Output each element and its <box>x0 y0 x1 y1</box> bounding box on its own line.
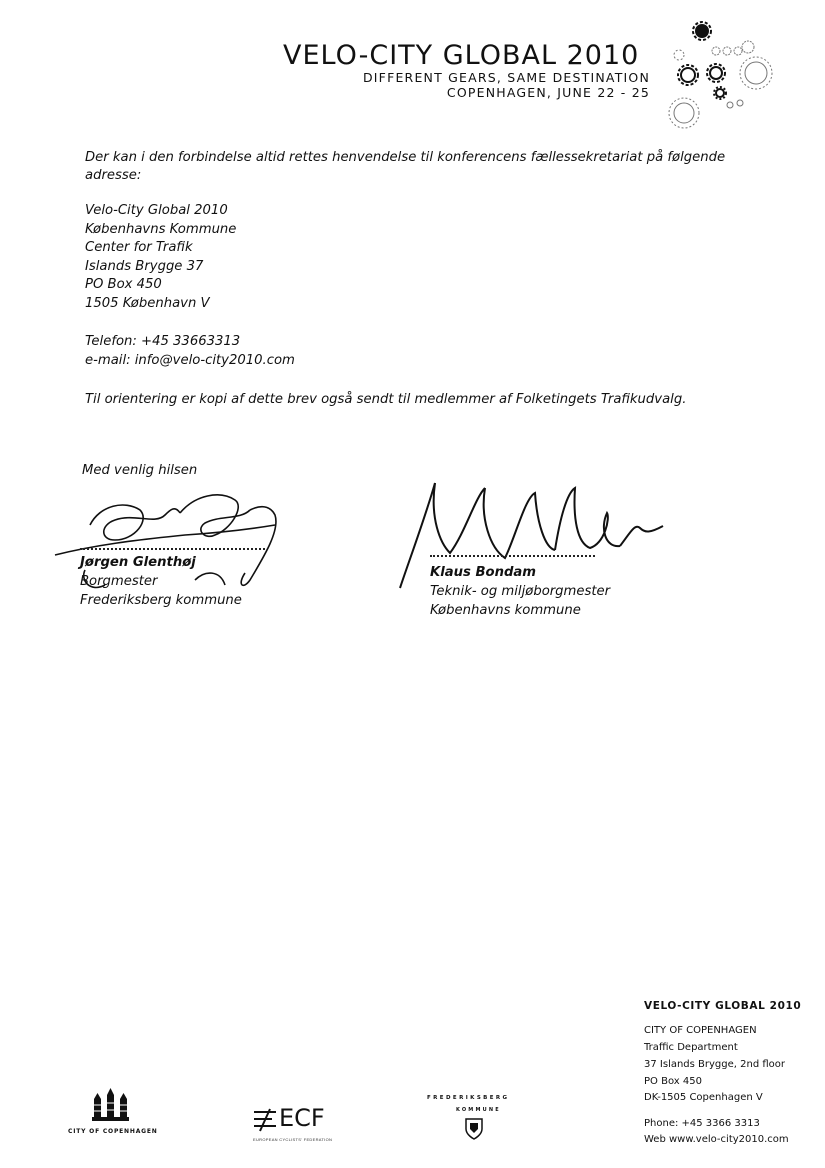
copy-note: Til orientering er kopi af dette brev også sendt til medlemmer af Folketingets Trafikudvalg. <box>85 392 687 407</box>
phone-line: Telefon: +45 33663313 <box>85 334 241 349</box>
address-line: 1505 København V <box>85 296 210 311</box>
copenhagen-logo-label: CITY OF COPENHAGEN <box>68 1128 158 1135</box>
address-line: PO Box 450 <box>85 277 162 292</box>
footer-address-line: 37 Islands Brygge, 2nd floor <box>644 1059 786 1070</box>
footer-address-line: CITY OF COPENHAGEN <box>644 1025 757 1036</box>
footer-heading: VELO-CITY GLOBAL 2010 <box>644 1000 802 1012</box>
ecf-logo-text: ECF <box>279 1104 325 1132</box>
signatory-title-right: Teknik- og miljøborgmester <box>430 584 611 599</box>
conference-title: VELO-CITY GLOBAL 2010 <box>283 40 640 71</box>
address-line: Center for Trafik <box>85 240 193 255</box>
signatory-org-left: Frederiksberg kommune <box>80 593 242 608</box>
footer-web: Web www.velo-city2010.com <box>644 1134 789 1145</box>
signatory-org-right: Københavns kommune <box>430 603 581 618</box>
copenhagen-crest-icon <box>88 1085 133 1127</box>
gear-cluster-icon <box>664 15 784 140</box>
ecf-logo-icon <box>250 1106 280 1136</box>
intro-line: Der kan i den forbindelse altid rettes henvendelse til konferencens fællessekretariat på følgende <box>85 150 726 165</box>
footer-address-line: Traffic Department <box>644 1042 738 1053</box>
signature-line-left <box>80 548 265 550</box>
conference-tagline: DIFFERENT GEARS, SAME DESTINATION <box>362 70 650 85</box>
footer-address-line: DK-1505 Copenhagen V <box>644 1092 763 1103</box>
conference-location-date: COPENHAGEN, JUNE 22 - 25 <box>446 85 650 100</box>
address-line: Københavns Kommune <box>85 222 237 237</box>
footer-address-line: PO Box 450 <box>644 1076 702 1087</box>
signature-line-right <box>430 555 595 557</box>
signatory-title-left: Borgmester <box>80 574 158 589</box>
closing-greeting: Med venlig hilsen <box>82 463 198 478</box>
intro-line-continuation: adresse: <box>85 168 142 183</box>
address-line: Islands Brygge 37 <box>85 259 204 274</box>
ecf-logo-subtitle: EUROPEAN CYCLISTS' FEDERATION <box>253 1137 333 1142</box>
address-line: Velo-City Global 2010 <box>85 203 228 218</box>
footer-phone: Phone: +45 3366 3313 <box>644 1118 760 1129</box>
frederiksberg-logo-top: FREDERIKSBERG <box>427 1095 510 1101</box>
frederiksberg-logo-bottom: KOMMUNE <box>456 1107 501 1113</box>
signatory-name-left: Jørgen Glenthøj <box>80 555 196 570</box>
signatory-name-right: Klaus Bondam <box>430 565 537 580</box>
frederiksberg-crest-icon <box>464 1117 484 1141</box>
email-line: e-mail: info@velo-city2010.com <box>85 353 295 368</box>
